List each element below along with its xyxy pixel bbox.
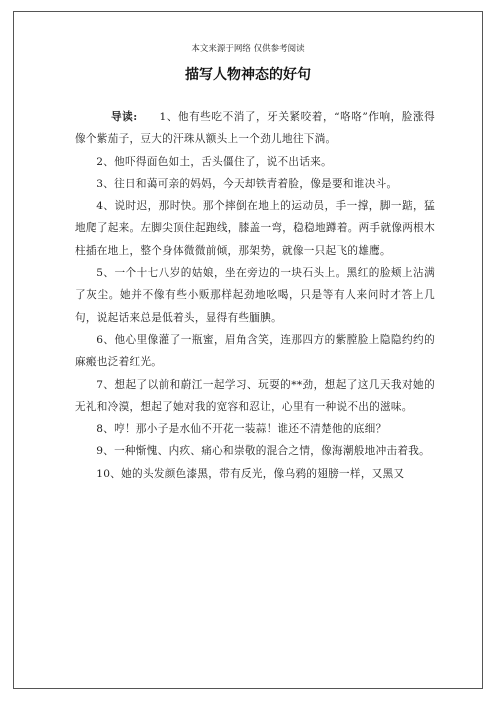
paragraph-10: 10、她的头发颜色漆黑，带有反光，像乌鸦的翅膀一样，又黑又	[96, 467, 405, 480]
paragraph-6: 6、他心里像灌了一瓶蜜，眉角含笑，连那四方的紫膛脸上隐隐约约的麻瘢也泛着红光。	[75, 333, 435, 369]
paragraph-9: 9、一种惭愧、内疚、痛心和崇敬的混合之情，像海潮般地冲击着我。	[96, 445, 431, 458]
paragraph-8: 8、哼！那小子是水仙不开花一装蒜！谁还不清楚他的底细？	[96, 423, 387, 436]
source-note: 本文来源于网络 仅供参考阅读	[191, 44, 305, 54]
paragraph-2: 2、他吓得面色如土，舌头僵住了，说不出话来。	[96, 155, 332, 168]
paragraph-4: 4、说时迟，那时快。那个摔倒在地上的运动员，手一撑，脚一踮，猛地爬了起来。左脚尖顶住起跑线，膝盖一弯，稳稳地蹲着。两手就像两根木柱插在地上，整个身体微微前倾，那架势，就像一只起飞的雄鹰。	[75, 200, 435, 257]
lead-label: 导读:	[111, 111, 138, 123]
paragraph-1	[75, 106, 435, 151]
paragraph-7: 7、想起了以前和蔚江一起学习、玩耍的**劲，想起了这几天我对她的无礼和冷漠，想起了她对我的宽容和忍让，心里有一种说不出的滋味。	[75, 378, 435, 413]
paragraph-1-text: 1、他有些吃不消了，牙关紧咬着，“咯咯”作响，脸涨得像个紫茄子，豆大的汗珠从额头上一个劲儿地往下淌。	[75, 111, 435, 146]
paragraph-5: 5、一个十七八岁的姑娘，坐在旁边的一块石头上。黑红的脸颊上沾满了灰尘。她并不像有些小贩那样起劲地吆喝，只是等有人来问时才答上几句，说起话来总是低着头，显得有些腼腆。	[75, 267, 435, 324]
paragraph-3: 3、往日和蔼可亲的妈妈，今天却铁青着脸，像是要和谁决斗。	[96, 177, 398, 190]
document-body	[75, 106, 435, 485]
page-title: 描写人物神态的好句	[185, 67, 311, 83]
